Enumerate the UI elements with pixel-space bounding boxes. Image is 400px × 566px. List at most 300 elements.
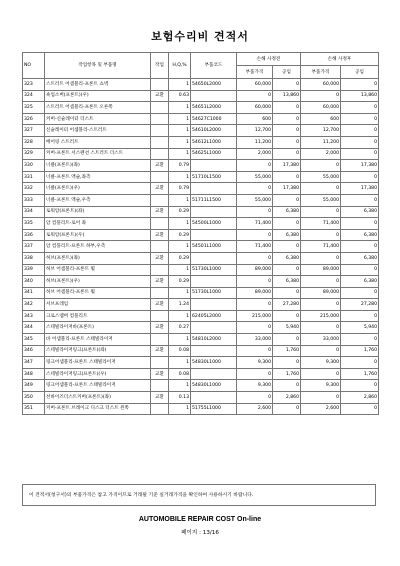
row-work [151,334,169,346]
row-code: 51730L1000 [191,264,237,276]
table-row [23,334,379,346]
row-no: 345 [23,334,45,346]
row-after-labor: 6,380 [341,206,379,218]
row-after-part-price: 9,300 [301,380,341,392]
row-code: 54610L2000 [191,125,237,137]
row-item: 허브 어셈블리-프론트 휠 [45,264,151,276]
row-after-labor: 17,380 [341,160,379,172]
row-no: 338 [23,252,45,264]
disclaimer-note: 이 견적서(청구서)의 부품가격은 참고 가격이므로 거래될 기준 실거래가격을 확인하여 사용하시기 바랍니다. [22,484,376,506]
row-qty: 1 [169,334,191,346]
header-qty: H,Q,% [169,53,191,79]
row-before-part-price: 0 [237,183,273,195]
table-row [23,403,379,415]
row-item: 너클-프론트 액슬,우측 [45,194,151,206]
row-before-labor: 1,760 [273,368,301,380]
row-work: 교환 [151,345,169,357]
row-before-labor: 1,760 [273,345,301,357]
row-item: 커버-신슐레이터 더스트 [45,113,151,125]
row-code [191,206,237,218]
row-qty: 0.08 [169,368,191,380]
row-after-labor: 5,940 [341,322,379,334]
row-no: 331 [23,171,45,183]
row-no: 337 [23,241,45,253]
row-after-part-price: 0 [301,392,341,404]
row-after-part-price: 12,700 [301,125,341,137]
header-after: 손해 사정후 [301,53,379,66]
row-item: 스테빌라이저링크(프론트)(좌) [45,345,151,357]
row-before-labor: 5,940 [273,322,301,334]
row-item: 허브 어셈블리-프론트 휠 [45,287,151,299]
row-qty: 1 [169,380,191,392]
row-item: 스테빌라이저링크(프론트)(우) [45,368,151,380]
row-code [191,160,237,172]
row-work [151,287,169,299]
row-code: 54625L1000 [191,148,237,160]
row-before-labor: 0 [273,357,301,369]
row-work [151,218,169,230]
row-work: 교환 [151,183,169,195]
row-after-labor: 0 [341,171,379,183]
row-item: 베어링 스트러트 [45,136,151,148]
row-qty: 1 [169,218,191,230]
row-code [191,183,237,195]
header-before-part-price: 부품가격 [237,66,273,79]
row-before-part-price: 0 [237,229,273,241]
row-after-part-price: 0 [301,229,341,241]
row-before-part-price: 55,000 [237,171,273,183]
row-before-part-price: 9,300 [237,380,273,392]
row-work [151,357,169,369]
row-before-part-price: 71,400 [237,241,273,253]
row-after-labor: 0 [341,102,379,114]
table-row [23,113,379,125]
row-after-labor: 0 [341,241,379,253]
row-before-part-price: 0 [237,252,273,264]
row-code: 54651L2000 [191,102,237,114]
row-qty: 1 [169,125,191,137]
table-row [23,380,379,392]
row-qty: 1 [169,403,191,415]
row-work: 교환 [151,368,169,380]
table-row [23,357,379,369]
row-item: 로워암(프론트)(좌) [45,206,151,218]
row-code [191,392,237,404]
row-code [191,229,237,241]
table-row [23,171,379,183]
table-row [23,102,379,114]
row-item: 로워암(프론트)(우) [45,229,151,241]
row-work: 교환 [151,206,169,218]
document-title: 보험수리비 견적서 [151,30,249,43]
row-no: 327 [23,125,45,137]
row-before-part-price: 0 [237,206,273,218]
row-no: 326 [23,113,45,125]
row-work [151,171,169,183]
row-item: 너클(프론트)(좌) [45,160,151,172]
row-after-part-price: 33,000 [301,334,341,346]
row-after-labor: 17,380 [341,183,379,195]
row-after-part-price: 55,000 [301,171,341,183]
row-after-labor: 6,380 [341,229,379,241]
row-qty: 0.29 [169,206,191,218]
row-code: 51755L1000 [191,403,237,415]
row-qty: 0.63 [169,90,191,102]
row-work [151,102,169,114]
row-item: 쇽업소버(프론트)(우) [45,90,151,102]
row-no: 330 [23,160,45,172]
row-after-labor: 0 [341,148,379,160]
row-after-part-price: 0 [301,206,341,218]
row-after-labor: 13,860 [341,90,379,102]
row-code [191,322,237,334]
row-item: 선바이즈더스트커버(프론트)(좌) [45,392,151,404]
row-code [191,90,237,102]
row-after-labor: 0 [341,136,379,148]
row-before-labor: 0 [273,102,301,114]
row-work: 교환 [151,90,169,102]
row-no: 346 [23,345,45,357]
estimate-table [22,52,379,415]
row-no: 347 [23,357,45,369]
header-before: 손해 사정전 [237,53,301,66]
row-after-part-price: 0 [301,322,341,334]
row-qty: 0.13 [169,392,191,404]
row-before-labor: 0 [273,148,301,160]
table-row [23,368,379,380]
row-qty: 1 [169,194,191,206]
row-qty: 0.29 [169,276,191,288]
row-qty: 0.29 [169,252,191,264]
page-number: 페이지 : 13/16 [181,530,219,536]
row-item: 스트러트 어셈블리-프론트 오른쪽 [45,102,151,114]
row-before-part-price: 600 [237,113,273,125]
row-before-part-price: 215,000 [237,310,273,322]
row-work: 교환 [151,276,169,288]
table-row [23,322,379,334]
row-before-labor: 0 [273,171,301,183]
row-after-part-price: 0 [301,90,341,102]
row-after-labor: 0 [341,125,379,137]
row-work [151,79,169,91]
row-before-part-price: 11,200 [237,136,273,148]
header-item: 작업항목 및 부품명 [45,53,151,79]
row-item: 서브프레임 [45,299,151,311]
row-qty: 1 [169,171,191,183]
row-item: 링크어셈블리-프론트 스태빌라이저 [45,357,151,369]
table-row [23,206,379,218]
row-before-labor: 17,380 [273,183,301,195]
row-no: 343 [23,310,45,322]
row-work [151,148,169,160]
row-item: 허브(프론트)(우) [45,276,151,288]
row-before-labor: 6,380 [273,252,301,264]
row-qty: 0.79 [169,183,191,195]
row-work: 교환 [151,160,169,172]
row-after-labor: 0 [341,218,379,230]
row-qty: 1 [169,264,191,276]
table-row [23,90,379,102]
row-item: 스트러트 어셈블리-프론트 쇼벽 [45,79,151,91]
estimate-rows [23,79,379,415]
row-before-labor: 27,280 [273,299,301,311]
row-qty: 0.08 [169,345,191,357]
row-before-labor: 0 [273,79,301,91]
table-row [23,276,379,288]
row-code: 54830L1000 [191,380,237,392]
row-after-labor: 1,760 [341,368,379,380]
row-after-labor: 0 [341,194,379,206]
row-no: 334 [23,206,45,218]
row-after-part-price: 0 [301,252,341,264]
row-code: 54810L2000 [191,334,237,346]
row-no: 340 [23,276,45,288]
row-qty: 1.24 [169,299,191,311]
row-after-labor: 0 [341,264,379,276]
row-no: 348 [23,368,45,380]
row-work [151,264,169,276]
row-qty: 1 [169,102,191,114]
row-work: 교환 [151,229,169,241]
row-item: 크로스멤버 컴플리트 [45,310,151,322]
row-after-part-price: 0 [301,276,341,288]
row-before-labor: 0 [273,218,301,230]
table-row [23,218,379,230]
row-after-labor: 0 [341,113,379,125]
row-after-labor: 27,280 [341,299,379,311]
row-after-labor: 0 [341,79,379,91]
row-no: 336 [23,229,45,241]
row-after-labor: 1,760 [341,345,379,357]
row-before-part-price: 0 [237,299,273,311]
row-code: 51730L1000 [191,287,237,299]
row-after-labor: 0 [341,310,379,322]
row-after-labor: 0 [341,357,379,369]
row-before-part-price: 60,000 [237,79,273,91]
row-code [191,276,237,288]
row-qty: 1 [169,357,191,369]
row-code: 54650L2000 [191,79,237,91]
header-before-labor: 공임 [273,66,301,79]
row-before-labor: 0 [273,403,301,415]
row-after-labor: 0 [341,287,379,299]
table-row [23,79,379,91]
row-after-labor: 0 [341,380,379,392]
header-after-part-price: 부품가격 [301,66,341,79]
row-after-labor: 6,380 [341,252,379,264]
row-work: 교환 [151,322,169,334]
table-row [23,229,379,241]
row-before-part-price: 2,000 [237,148,273,160]
row-before-part-price: 71,400 [237,218,273,230]
table-row [23,392,379,404]
row-after-part-price: 0 [301,368,341,380]
row-item: 너클-프론트 액슬,좌측 [45,171,151,183]
row-before-labor: 0 [273,334,301,346]
row-no: 350 [23,392,45,404]
table-row [23,264,379,276]
table-row [23,194,379,206]
row-after-part-price: 0 [301,345,341,357]
row-no: 349 [23,380,45,392]
row-before-part-price: 0 [237,345,273,357]
row-item: 바 어셈블리-프론트 스태빌라이저 [45,334,151,346]
table-row [23,345,379,357]
row-work [151,113,169,125]
row-after-part-price: 0 [301,160,341,172]
row-before-part-price: 0 [237,276,273,288]
row-before-part-price: 9,300 [237,357,273,369]
row-after-part-price: 89,000 [301,264,341,276]
row-item: 커버-프론트 서스펜션 스트러트 더스트 [45,148,151,160]
table-row [23,148,379,160]
row-before-labor: 0 [273,287,301,299]
row-qty: 1 [169,241,191,253]
row-item: 암 컴플리트-로어 좌 [45,218,151,230]
row-no: 341 [23,287,45,299]
row-before-part-price: 0 [237,160,273,172]
row-after-part-price: 55,000 [301,194,341,206]
row-qty: 1 [169,287,191,299]
row-after-part-price: 600 [301,113,341,125]
row-before-labor: 0 [273,194,301,206]
table-row [23,252,379,264]
row-code: 54627C1000 [191,113,237,125]
row-work [151,310,169,322]
row-after-part-price: 0 [301,299,341,311]
row-item: 신슐레이터 어셈블리-스트러트 [45,125,151,137]
row-code: 54612L1000 [191,136,237,148]
row-code: 54830L1000 [191,357,237,369]
row-after-part-price: 2,000 [301,148,341,160]
row-code: 54501L1000 [191,241,237,253]
row-item: 링크어셈블리-프론트 스태빌라이저 [45,380,151,392]
table-row [23,241,379,253]
row-before-part-price: 89,000 [237,287,273,299]
row-no: 342 [23,299,45,311]
row-before-labor: 6,380 [273,206,301,218]
row-before-labor: 2,860 [273,392,301,404]
row-no: 344 [23,322,45,334]
row-before-labor: 0 [273,264,301,276]
row-work [151,125,169,137]
table-row [23,299,379,311]
row-before-part-price: 60,000 [237,102,273,114]
row-no: 329 [23,148,45,160]
row-before-labor: 0 [273,136,301,148]
header-work: 작업 [151,53,169,79]
header-no: NO [23,53,45,79]
row-code [191,252,237,264]
row-after-part-price: 71,400 [301,241,341,253]
row-before-part-price: 33,000 [237,334,273,346]
row-before-part-price: 0 [237,392,273,404]
row-after-labor: 2,860 [341,392,379,404]
row-after-part-price: 89,000 [301,287,341,299]
row-after-part-price: 71,400 [301,218,341,230]
row-code [191,368,237,380]
row-no: 324 [23,90,45,102]
row-work [151,241,169,253]
row-before-labor: 0 [273,113,301,125]
row-code: 51710L1500 [191,171,237,183]
row-after-part-price: 11,200 [301,136,341,148]
row-before-part-price: 0 [237,322,273,334]
row-qty: 0.29 [169,229,191,241]
row-no: 323 [23,79,45,91]
row-before-labor: 0 [273,241,301,253]
row-item: 허브(프론트)(좌) [45,252,151,264]
row-no: 332 [23,183,45,195]
row-work: 교환 [151,392,169,404]
row-before-part-price: 12,700 [237,125,273,137]
table-row [23,183,379,195]
row-no: 335 [23,218,45,230]
row-work [151,403,169,415]
row-before-labor: 17,380 [273,160,301,172]
row-after-part-price: 60,000 [301,102,341,114]
row-before-part-price: 89,000 [237,264,273,276]
row-qty: 0.27 [169,322,191,334]
header-code: 부품코드 [191,53,237,79]
row-qty: 1 [169,310,191,322]
row-before-part-price: 0 [237,368,273,380]
row-qty: 1 [169,148,191,160]
row-before-part-price: 0 [237,90,273,102]
row-no: 333 [23,194,45,206]
row-work: 교환 [151,252,169,264]
row-after-part-price: 0 [301,183,341,195]
row-before-labor: 6,380 [273,229,301,241]
row-before-labor: 13,860 [273,90,301,102]
row-after-part-price: 215,000 [301,310,341,322]
row-before-labor: 6,380 [273,276,301,288]
row-before-labor: 0 [273,125,301,137]
row-after-part-price: 2,600 [301,403,341,415]
table-row [23,287,379,299]
row-code: 51711L1500 [191,194,237,206]
row-code [191,345,237,357]
row-work: 교환 [151,299,169,311]
row-code [191,299,237,311]
row-no: 351 [23,403,45,415]
row-before-part-price: 55,000 [237,194,273,206]
table-row [23,136,379,148]
table-row [23,160,379,172]
row-item: 커버-프론트 브레이크 디스크 더스트 왼쪽 [45,403,151,415]
row-qty: 0.79 [169,160,191,172]
table-row [23,125,379,137]
row-before-part-price: 2,600 [237,403,273,415]
row-after-part-price: 9,300 [301,357,341,369]
row-item: 스테빌라이저바(프론트) [45,322,151,334]
row-after-labor: 0 [341,334,379,346]
row-code: 54500L1000 [191,218,237,230]
row-qty: 1 [169,136,191,148]
row-before-labor: 0 [273,310,301,322]
footer-brand: AUTOMOBILE REPAIR COST On-line [138,516,262,523]
table-row [23,310,379,322]
row-work [151,194,169,206]
row-work [151,136,169,148]
row-item: 너클(프론트)(우) [45,183,151,195]
row-code: 62405L2000 [191,310,237,322]
row-no: 328 [23,136,45,148]
row-before-labor: 0 [273,380,301,392]
row-after-labor: 0 [341,403,379,415]
row-qty: 1 [169,113,191,125]
header-after-labor: 공임 [341,66,379,79]
